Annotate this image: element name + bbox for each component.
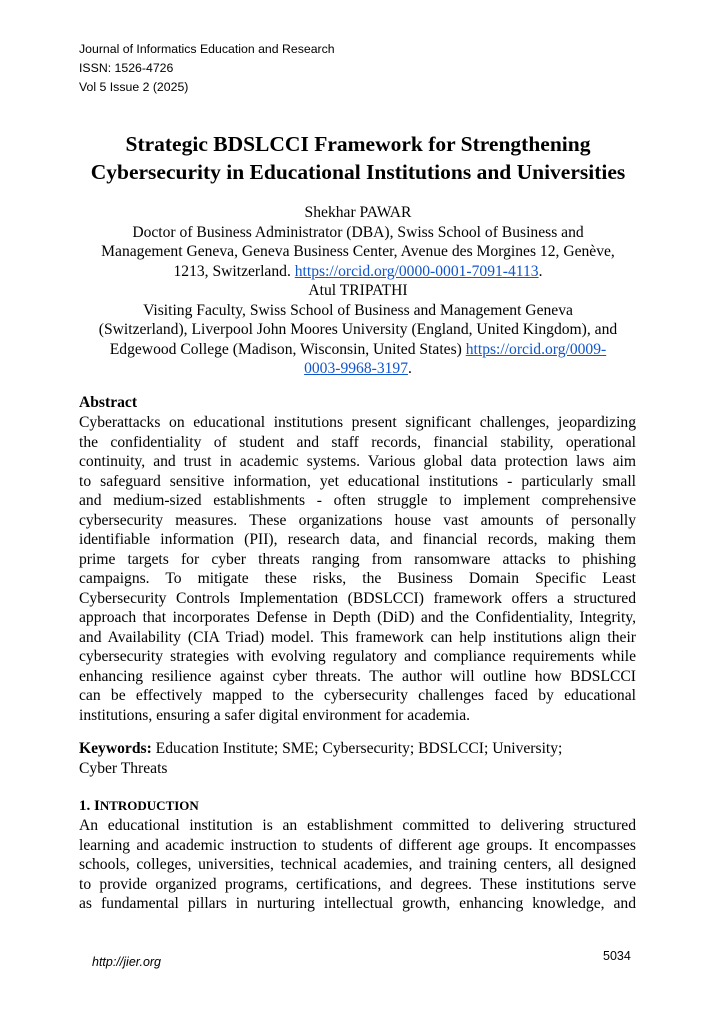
author1-orcid-link[interactable]: https://orcid.org/0000-0001-7091-4113 <box>294 262 539 280</box>
author2-orcid-link-part1[interactable]: https://orcid.org/0009- <box>465 340 607 358</box>
author1-affiliation-prefix: 1213, Switzerland. <box>173 262 295 280</box>
introduction-number: 1. <box>79 798 94 814</box>
author2-affiliation-prefix: Edgewood College (Madison, Wisconsin, United States) <box>109 340 466 358</box>
author2-affiliation-line-1: Visiting Faculty, Swiss School of Business and Management Geneva <box>143 301 573 319</box>
abstract-line: Cyberattacks on educational institutions present significant challenges, jeopardizing <box>79 414 636 431</box>
author1-affiliation-line-2: Management Geneva, Geneva Business Center, Avenue des Morgines 12, Genève, <box>101 243 615 260</box>
abstract-line: identifiable information (PII), research data, and financial records, making them <box>79 531 636 548</box>
abstract-line: the confidentiality of student and staff records, financial stability, operational <box>79 433 636 451</box>
page-number: 5034 <box>603 949 631 963</box>
abstract-line: institutions, ensuring a safer digital environment for academia. <box>79 706 471 724</box>
keywords-label: Keywords: <box>79 740 152 757</box>
author2-affiliation-line-4 <box>60 359 656 379</box>
introduction-line: learning and academic instruction to students of different age groups. It encompasses <box>79 836 636 854</box>
abstract-line: enhancing resilience against cyber threats. The author will outline how BDSLCCI <box>79 667 636 685</box>
author1-affiliation-line-1: Doctor of Business Administrator (DBA), Swiss School of Business and <box>132 223 584 241</box>
author1-affiliation-suffix: . <box>538 262 543 280</box>
abstract-line: continuity, and trust in academic systems. Various global data protection laws aim <box>79 453 636 470</box>
title-line-2: Cybersecurity in Educational Institutions and Universities <box>90 160 626 184</box>
abstract-line: Cybersecurity Controls Implementation (BDSLCCI) framework offers a structured <box>79 589 636 607</box>
author1-name: Shekhar PAWAR <box>304 204 412 221</box>
paper-title <box>40 130 676 186</box>
footer-url[interactable]: http://jier.org <box>92 955 162 969</box>
abstract-heading: Abstract <box>79 394 138 411</box>
abstract-line: can be effectively mapped to the cybersecurity challenges faced by educational <box>79 687 636 704</box>
introduction-line: schools, colleges, universities, technical academies, and training centers, all designed <box>79 856 636 873</box>
author2-affiliation-suffix: . <box>408 360 412 377</box>
abstract-line: prime targets for cyber threats ranging from ransomware attacks to phishing <box>79 550 636 568</box>
introduction-line: as fundamental pillars in nurturing intellectual growth, enhancing knowledge, and <box>79 895 636 912</box>
author2-affiliation-line-3 <box>60 340 656 360</box>
introduction-heading-rest: NTRODUCTION <box>99 798 199 813</box>
abstract-body <box>79 413 636 725</box>
author2-affiliation-line-2: (Switzerland), Liverpool John Moores University (England, United Kingdom), and <box>98 321 618 338</box>
author2-name: Atul TRIPATHI <box>308 282 408 299</box>
introduction-first-letter: I <box>94 798 100 814</box>
abstract-line: to safeguard sensitive information, yet educational institutions - particularly small <box>79 472 636 490</box>
abstract-line: and medium-sized establishments - often struggle to implement comprehensive <box>79 492 636 509</box>
author1-affiliation-line-3 <box>60 262 656 282</box>
introduction-body <box>79 816 636 914</box>
journal-name: Journal of Informatics Education and Research <box>79 42 335 56</box>
title-line-1: Strategic BDSLCCI Framework for Strengthening <box>125 132 591 156</box>
introduction-heading <box>79 796 199 817</box>
keywords-values-line-1: Education Institute; SME; Cybersecurity; BDSLCCI; University; <box>151 740 563 757</box>
abstract-line: campaigns. To mitigate these risks, the Business Domain Specific Least <box>79 570 636 587</box>
author2-orcid-link-part2[interactable]: 0003-9968-3197 <box>304 360 409 377</box>
abstract-line: cybersecurity strategies with evolving regulatory and compliance requirements while <box>79 648 636 665</box>
keywords-block <box>79 739 636 778</box>
introduction-line: to provide organized programs, certifications, and degrees. These institutions serve <box>79 875 636 893</box>
introduction-line: An educational institution is an establishment committed to delivering structured <box>79 817 636 834</box>
abstract-line: and Availability (CIA Triad) model. This framework can help institutions align their <box>79 628 636 646</box>
abstract-line: cybersecurity measures. These organizations house vast amounts of personally <box>79 511 636 529</box>
journal-volume: Vol 5 Issue 2 (2025) <box>79 80 189 94</box>
journal-header <box>79 40 335 97</box>
journal-issn: ISSN: 1526-4726 <box>79 61 174 75</box>
keywords-values-line-2: Cyber Threats <box>79 759 168 777</box>
author-block <box>60 203 656 379</box>
abstract-line: approach that incorporates Defense in Depth (DiD) and the Confidentiality, Integrity, <box>79 609 636 626</box>
